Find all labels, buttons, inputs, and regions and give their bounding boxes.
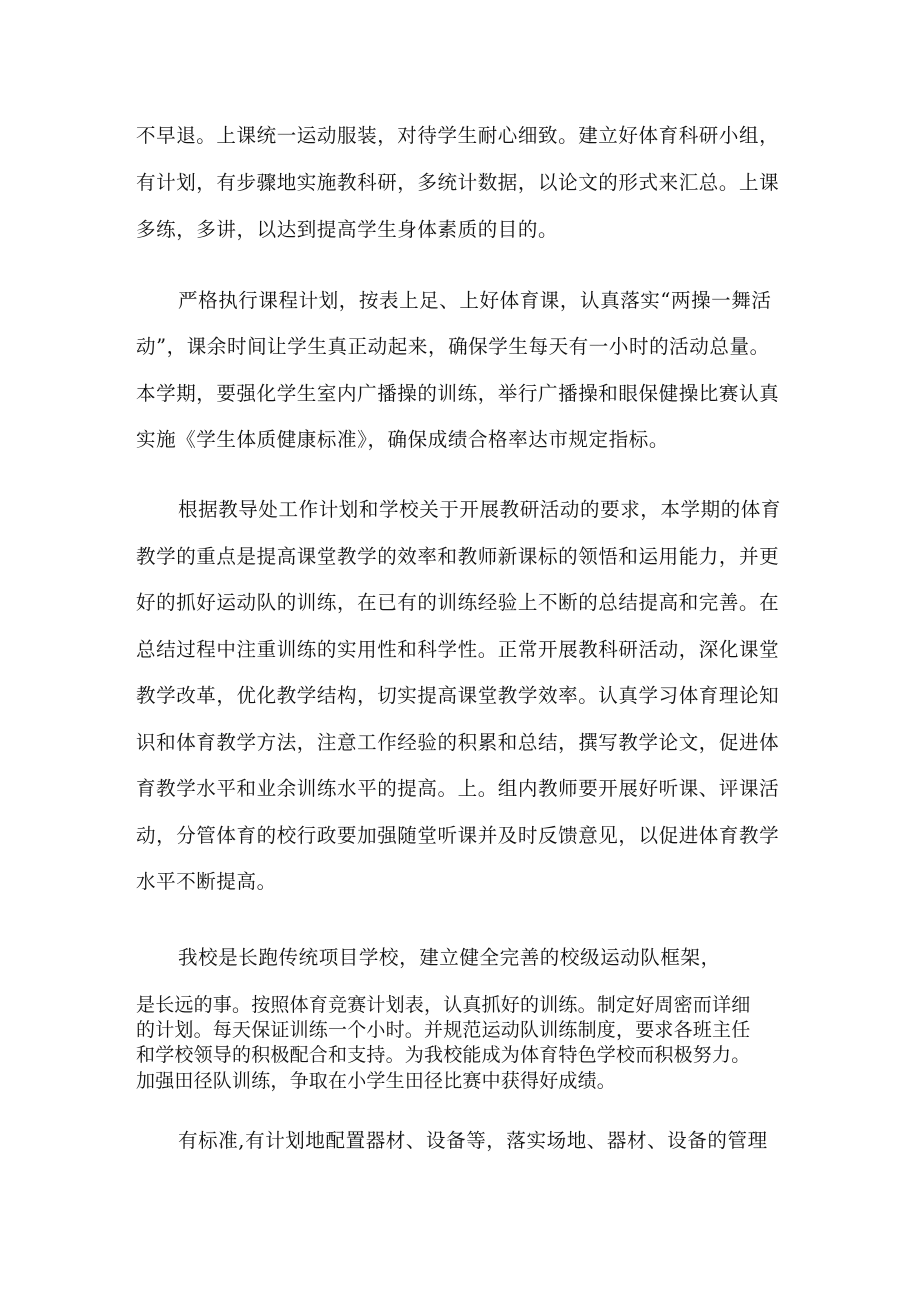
paragraph-3-line-2: 教学的重点是提高课堂教学的效率和教师新课标的领悟和运用能力，并更 (136, 545, 780, 568)
paragraph-1-line-1: 不早退。上课统一运动服装，对待学生耐心细致。建立好体育科研小组， (136, 124, 780, 147)
paragraph-3-line-1: 根据教导处工作计划和学校关于开展教研活动的要求，本学期的体育 (178, 498, 782, 521)
paragraph-2-line-4: 实施《学生体质健康标准》，确保成绩合格率达市规定指标。 (136, 428, 669, 451)
paragraph-5-line-3: 和学校领导的积极配合和支持。为我校能成为体育特色学校而积极努力。 (136, 1044, 751, 1066)
paragraph-2-line-3: 本学期，要强化学生室内广播操的训练，举行广播操和眼保健操比赛认真 (136, 382, 780, 405)
paragraph-3-line-5: 教学改革，优化教学结构，切实提高课堂教学效率。认真学习体育理论知 (136, 684, 780, 707)
paragraph-3-line-6: 识和体育教学方法，注意工作经验的积累和总结，撰写教学论文，促进体 (136, 731, 780, 754)
paragraph-4-line-1: 我校是长跑传统项目学校，建立健全完善的校级运动队框架， (178, 946, 721, 969)
paragraph-5-line-4: 加强田径队训练，争取在小学生田径比赛中获得好成绩。 (136, 1070, 617, 1092)
paragraph-3-line-3: 好的抓好运动队的训练，在已有的训练经验上不断的总结提高和完善。在 (136, 591, 780, 614)
paragraph-3-line-8: 动，分管体育的校行政要加强随堂听课并及时反馈意见，以促进体育教学 (136, 824, 780, 847)
paragraph-2-line-2: 动”，课余时间让学生真正动起来，确保学生每天有一小时的活动总量。 (136, 335, 770, 358)
paragraph-3-line-7: 育教学水平和业余训练水平的提高。上。组内教师要开展好听课、评课活 (136, 777, 780, 800)
paragraph-5-line-2: 的计划。每天保证训练一个小时。并规范运动队训练制度，要求各班主任 (136, 1019, 751, 1041)
paragraph-2-line-1: 严格执行课程计划，按表上足、上好体育课，认真落实“两操一舞活 (178, 289, 772, 312)
paragraph-5-line-1: 是长远的事。按照体育竞赛计划表，认真抓好的训练。制定好周密而详细 (136, 994, 751, 1016)
paragraph-1-line-2: 有计划，有步骤地实施教科研，多统计数据，以论文的形式来汇总。上课 (136, 171, 780, 194)
paragraph-1-line-3: 多练，多讲，以达到提高学生身体素质的目的。 (136, 218, 559, 241)
paragraph-6-line-1: 有标准,有计划地配置器材、设备等，落实场地、器材、设备的管理 (178, 1129, 768, 1152)
paragraph-3-line-9: 水平不断提高。 (136, 870, 277, 893)
paragraph-3-line-4: 总结过程中注重训练的实用性和科学性。正常开展教科研活动，深化课堂 (136, 638, 780, 661)
